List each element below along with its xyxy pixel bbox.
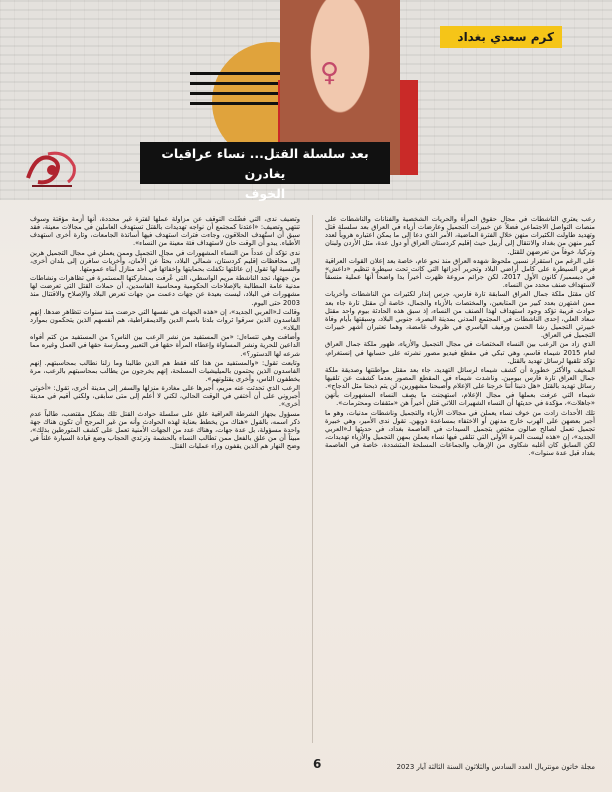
- paragraph: وتضيف ندى، التي فضّلت التوقف عن مزاولة عملها لفترة غير محددة، أنها أزمة مؤقتة وسوف تنتهي وتضيف: «اعتدنا كمجتمع أن نواجه تهديدات بالقتل تستهدف العاملين في مجالات معينة، فقد سبق أن استُهدف الحلاقون، وجاءت فترات استهدف فيها أساتذة الجامعات، وتارة أخرى استهدف الأطباء. يبدو أن الوقت حان لاستهداف فئة معينة من النساء».: [30, 215, 300, 248]
- column-divider: [312, 215, 313, 743]
- paragraph: مسؤول بجهاز الشرطة العراقية علق على سلسلة حوادث القتل تلك بشكل مقتضب، طالباً عدم ذكر اسمه، بالقول «هناك من يخطط بعناية لهذه الحوادث وأنه من غير المرجح أن تكون هناك جهة واحدة مسؤولة، بل عدة جهات، وهناك عدد من الجهات الأمنية تعمل على كشف المتورطين بذلك»، مبيناً أن من علق بالفعل ممن تطالب النساء بالحشمة وترتدي الحجاب وضع قيادة السيارة علناً في وضح النهار هم الذين يقفون وراء عمليات القتل.: [30, 409, 300, 451]
- paragraph: شيماء التي عرفت بعملها في مجال الإعلام، استهجنت ما يصف النساء المشهورات بأنهن «جاهلات»، مؤكدة في حديثها أن النساء الشهيرات اللاتي قتلن أخيراً هن «مثقفات ومحترمات».: [325, 391, 595, 408]
- footer-masthead: مجلة خاتون مونتريال العدد السادس والثلاثون السنة الثالثة آيار 2023: [396, 763, 595, 771]
- article-column-left: [30, 215, 300, 451]
- paragraph: وتابعت تقول: «والمستفيد من هذا كله فقط هم الذين طالبنا وما زلنا نطالب بمحاسبتهم. إنهم الفاسدون الذين يحتمون بالميليشيات المسلحة، إنهم يخرجون من يطالب بمحاسبتهم بالرعب، مرة يخطفون الناس، وأخرى يقتلونهم».: [30, 358, 300, 383]
- venus-symbol-icon: ♀: [320, 58, 340, 88]
- paragraph: وأضافت وهي تتساءل: «من المستفيد من نشر الرعب بين الناس؟ من المستفيد من كتم أفواه الداعين للحرية ونشر المساواة وإعطاء المرأة حقها في التعبير وممارسة حقها في العمل وغيره مما شرعه لها الدستور؟».: [30, 333, 300, 358]
- paragraph: وقالت لـ«العربي الجديد»، إن «هذه الجهات هي نفسها التي حرضت منذ سنوات تتظاهر ضدها. إنهم الفاسدون الذين سرقوا ثروات بلدنا باسم الدين والديمقراطية، هم أنفسهم الذين يتحكمون بموارد البلاد».: [30, 307, 300, 333]
- paragraph: المخيف والأكثر خطورة أن كشف شيماء لرسائل التهديد، جاء بعد مقتل مواطنتها وصديقة ملكة جمال العراق تارة فارس بيومين. وناشدت شيماء في المقطع المصور بعدما كشفت عن تلقيها رسائل تهديد بالقتل «هل ذنبنا أننا خرجنا على الإعلام وأصبحنا مشهورين، لن يتم ذبحنا مثل الدجاج».: [325, 365, 595, 391]
- paragraph: تلك الأحداث زادت من خوف نساء يعملن في مجالات الأزياء والتجميل وناشطات مدنيات، وهو ما أجبر بعضهن على الهرب خارج مدنهن أو الاختفاء بمساعدة ذويهن. تقول ندى الأمير، وهي خبيرة تجميل تعمل لصالح صالون مختص بتجميل السيدات في العاصمة بغداد، في حديثها لـ«العربي الجديد»، إن «هذه ليست المرة الأولى التي تتلقى فيها نساء يعملن بمهن التجميل والأزياء تهديدات، لكن السابق كان أغلبه شكاوى من الإرهاب والجماعات المسلحة المتشددة، خاصة في العاصمة بغداد قبل عدة سنوات».: [325, 408, 595, 458]
- paragraph: الذي زاد من الرعب بين النساء المختصات في مجال التجميل والأزياء، ظهور ملكة جمال العراق لعام 2015 شيماء قاسم، وهي تبكي في مقطع فيديو مصور نشرته على حسابها في إنستغرام، تؤكد تلقيها لرسائل تهديد بالقتل.: [325, 340, 595, 365]
- paragraph: الرعب الذي تحدثت عنه مريم، أجبرها على مغادرة منزلها والسفر إلى مدينة أخرى، تقول: «أخوتي أجبروني على أن أختفي في الوقت الحالي، لكني لا أعلم إلى متى سأبقى، ولكني أقيم في مدينة أخرى».: [30, 384, 300, 409]
- headline-line-2: الخوف: [244, 186, 286, 201]
- headline-line-1: بعد سلسلة القتل... نساء عراقيات يغادرن: [161, 146, 369, 181]
- paragraph: رعب يعتري الناشطات في مجال حقوق المرأة والحريات الشخصية والفنانات والناشطات على منصات التواصل الاجتماعي فضلاً عن خبيرات التجميل وعارضات أزياء في العراق بعد سلسلة قتل وتهديد طاولت الكثيرات منهن خلال الفترة الماضية، الأمر الذي دعا إلى ما يمكن اعتباره هروباً لعدد كبير منهن من بغداد والانتقال إلى أربيل حيث إقليم كردستان العراق أو دول عدة، مثل الأردن ولبنان وتركيا، خوفاً من تعرضهن للقتل.: [325, 215, 595, 256]
- magazine-logo: [22, 148, 80, 192]
- article-column-right: [325, 215, 595, 459]
- page-number: 6: [313, 757, 322, 771]
- paragraph: من جهتها، تجد الناشطة مريم الواسطي، التي عُرفت بمشاركتها المستمرة في تظاهرات ونشاطات مدنية عامة المطالبة بالإصلاحات الحكومية ومحاسبة الفاسدين، أن حملات القتل التي تعرضت لها مشهورات في البلاد، ليست بعيدة عن جهات دعمت من جهات تعرض البلاد والإصلاح والاقتتال منذ 2003 حتى اليوم.: [30, 274, 300, 307]
- paragraph: ندى تؤكد أن عدداً من النساء المشهورات في مجال التجميل وممن يعملن في مجال التجميل هربن إلى محافظات إقليم كردستان، شمالي البلاد، بحثاً عن الأمان، وأخريات سافرن إلى بلدان أخرى، والنسبة لها تقول إن عائلتها تكفلت بحمايتها وإخفائها في أحد منازل أبناء عمومتها.: [30, 248, 300, 273]
- paragraph: على الرغم من استقرار نسبي ملحوظ شهده العراق منذ نحو عام، خاصة بعد إعلان القوات العراقية فرض السيطرة على كامل أراضي البلاد وتحرير أجزائها التي كانت تحت سيطرة تنظيم «داعش» في ديسمبر/ كانون الأول 2017، لكن جرائم مروعة ظهرت أخيراً بدا واضحاً أنها عملية منسقاً لاستهداف صنف محدد من النساء.: [325, 256, 595, 290]
- article-headline: [140, 142, 390, 201]
- author-byline: كرم سعدي بغداد: [440, 26, 562, 48]
- paragraph: كان مقتل ملكة جمال العراق السابقة تارة فارس، جرس إنذار لكثيرات من الناشطات وأخريات ممن اشتهرن بعدد كبير من المتابعين، والمختصات بالأزياء والجمال، خاصة أن مقتل تارة جاء بعد حوادث قريبة تؤكد وجود استهداف لهذا الصنف من النساء، إذ سبق هذه الحادثة بيوم واحد مقتل سعاد العلي، إحدى الناشطات في المجتمع المدني بمدينة البصرة، جنوبي البلاد، وسبقتها بأيام وفاة خبيرتي التجميل رشا الحسن ورفيف الياسري في ظروف غامضة، وهما تعتبران أشهر خبيرات التجميل في العراق.: [325, 290, 595, 340]
